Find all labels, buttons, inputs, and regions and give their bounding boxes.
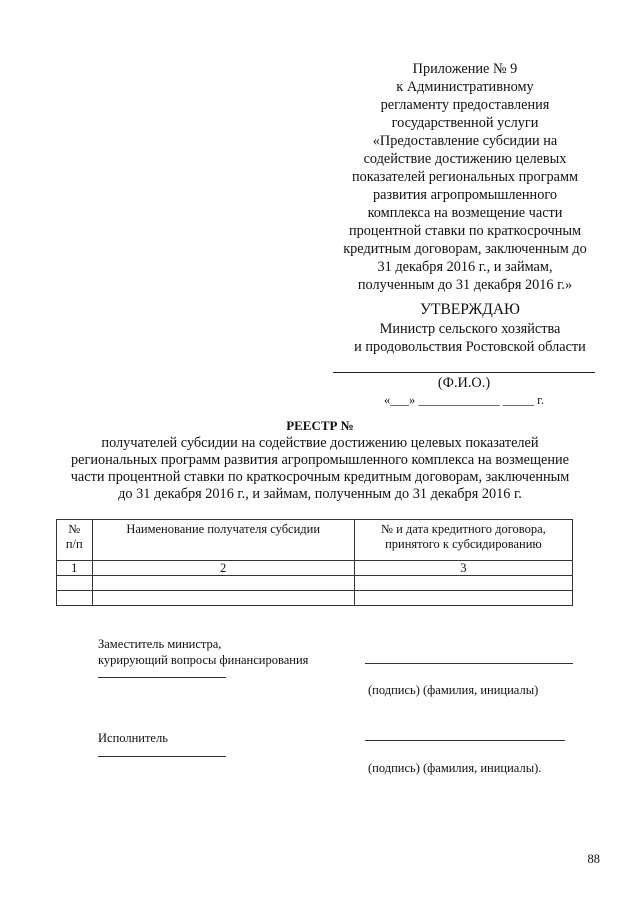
header-contract-line: принятого к субсидированию [385,537,542,551]
annex-line: 31 декабря 2016 г., и займам, [377,259,553,275]
registry-subtitle [30,435,610,503]
annex-line: регламенту предоставления [380,97,550,113]
table-cell [354,576,572,591]
approval-title: УТВЕРЖДАЮ [420,301,520,318]
header-contract-line: № и дата кредитного договора, [381,522,546,536]
registry-subtitle-line: части процентной ставки по краткосрочным кредитным договорам, заключенным [70,469,570,485]
deputy-label-line: курирующий вопросы финансирования [98,653,309,667]
deputy-label-line: Заместитель министра, [98,637,222,651]
header-recipient-line: Наименование получателя субсидии [126,522,321,536]
registry-table [56,519,573,606]
header-number-line: п/п [65,537,83,551]
annex-line: «Предоставление субсидии на [372,133,558,149]
registry-title: РЕЕСТР № [286,418,354,433]
approval-signature-line [333,372,595,373]
table-cell [92,576,354,591]
annex-line: процентной ставки по краткосрочным [348,223,582,239]
annex-block [310,60,620,294]
deputy-signature-caption: (подпись) (фамилия, инициалы) [368,683,539,697]
executor-label: Исполнитель [98,731,168,745]
executor-underline [98,756,226,757]
annex-line: государственной услуги [391,115,539,131]
annex-line: кредитным договорам, заключенным до [343,241,587,257]
annex-line: содействие достижению целевых [363,151,567,167]
approval-line: Министр сельского хозяйства [379,321,561,337]
deputy-signature-label [98,636,308,668]
page-number: 88 [587,852,600,866]
deputy-signature-line [365,663,573,664]
table-row [57,576,573,591]
annex-line: развития агропромышленного [372,187,558,203]
approval-block [320,300,620,356]
annex-line: Приложение № 9 [412,61,518,77]
annex-line: к Административному [396,79,534,95]
approval-date-line: «___» _____________ _____ г. [384,393,544,407]
table-header-row [57,520,573,561]
table-cell [354,591,572,606]
annex-line: показателей региональных программ [351,169,579,185]
approval-fio-caption: (Ф.И.О.) [437,375,491,391]
table-cell: 2 [92,561,354,576]
annex-line: полученным до 31 декабря 2016 г.» [357,277,573,293]
registry-subtitle-line: до 31 декабря 2016 г., и займам, полученным до 31 декабря 2016 г. [118,486,522,502]
annex-line: комплекса на возмещение части [367,205,563,221]
header-contract [354,520,572,561]
executor-signature-caption: (подпись) (фамилия, инициалы). [368,761,542,775]
table-cell [92,591,354,606]
table-cell [57,591,93,606]
table-cell: 1 [57,561,93,576]
table-cell [57,576,93,591]
table-cell: 3 [354,561,572,576]
header-number-line: № [68,522,81,536]
registry-subtitle-line: получателей субсидии на содействие достижению целевых показателей [101,435,539,451]
table-row [57,591,573,606]
header-number [57,520,93,561]
approval-line: и продовольствия Ростовской области [354,339,586,355]
executor-signature-line [365,740,565,741]
table-row [57,561,573,576]
header-recipient [92,520,354,561]
registry-subtitle-line: региональных программ развития агропромышленного комплекса на возмещение [70,452,569,468]
deputy-underline [98,677,226,678]
